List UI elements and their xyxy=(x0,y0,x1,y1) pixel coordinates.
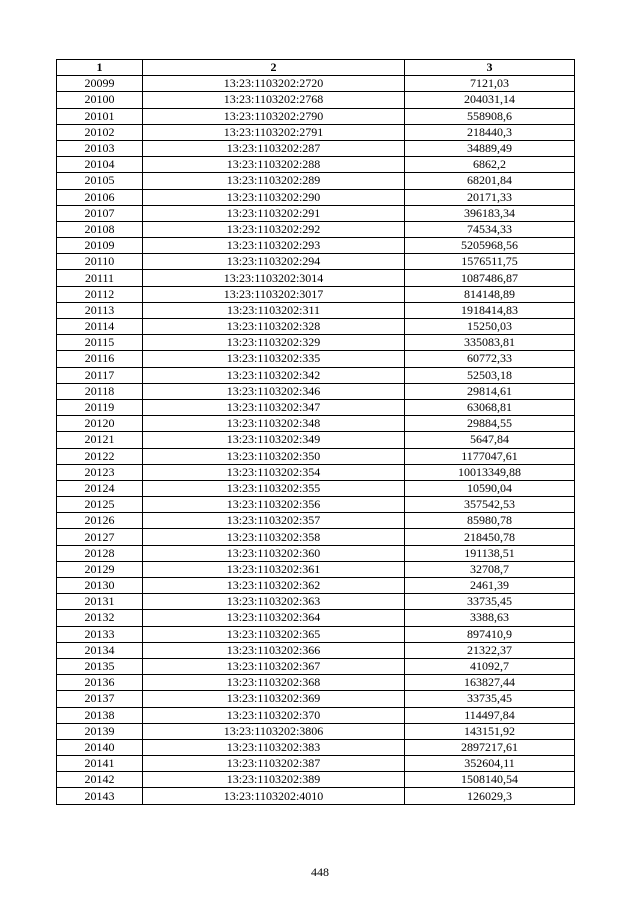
table-row xyxy=(57,124,575,140)
table-cell-col-3: 163827,44 xyxy=(405,675,575,691)
table-cell-col-3: 2897217,61 xyxy=(405,739,575,755)
table-row xyxy=(57,513,575,529)
table-cell-col-3: 5205968,56 xyxy=(405,238,575,254)
table-cell-col-2: 13:23:1103202:389 xyxy=(143,772,405,788)
table-cell-col-2: 13:23:1103202:288 xyxy=(143,157,405,173)
table-cell-col-2: 13:23:1103202:292 xyxy=(143,221,405,237)
table-cell-col-2: 13:23:1103202:293 xyxy=(143,238,405,254)
table-row xyxy=(57,351,575,367)
table-cell-col-2: 13:23:1103202:364 xyxy=(143,610,405,626)
column-header-2: 2 xyxy=(143,60,405,76)
table-row xyxy=(57,221,575,237)
table-cell-col-3: 34889,49 xyxy=(405,140,575,156)
table-cell-col-3: 20171,33 xyxy=(405,189,575,205)
table-row xyxy=(57,545,575,561)
table-cell-col-1: 20123 xyxy=(57,464,143,480)
table-cell-col-3: 2461,39 xyxy=(405,578,575,594)
table-cell-col-2: 13:23:1103202:2790 xyxy=(143,108,405,124)
table-cell-col-1: 20132 xyxy=(57,610,143,626)
table-cell-col-2: 13:23:1103202:3014 xyxy=(143,270,405,286)
table-row xyxy=(57,756,575,772)
table-row xyxy=(57,205,575,221)
table-cell-col-2: 13:23:1103202:350 xyxy=(143,448,405,464)
table-cell-col-3: 7121,03 xyxy=(405,76,575,92)
table-cell-col-1: 20116 xyxy=(57,351,143,367)
table-cell-col-2: 13:23:1103202:387 xyxy=(143,756,405,772)
table-cell-col-3: 15250,03 xyxy=(405,319,575,335)
table-cell-col-1: 20139 xyxy=(57,723,143,739)
table-cell-col-1: 20110 xyxy=(57,254,143,270)
table-row xyxy=(57,739,575,755)
table-row xyxy=(57,480,575,496)
table-row xyxy=(57,610,575,626)
table-cell-col-3: 218450,78 xyxy=(405,529,575,545)
table-cell-col-2: 13:23:1103202:335 xyxy=(143,351,405,367)
table-row xyxy=(57,497,575,513)
table-cell-col-1: 20100 xyxy=(57,92,143,108)
table-row xyxy=(57,416,575,432)
table-cell-col-3: 21322,37 xyxy=(405,642,575,658)
table-cell-col-2: 13:23:1103202:329 xyxy=(143,335,405,351)
table-row xyxy=(57,642,575,658)
table-row xyxy=(57,367,575,383)
table-cell-col-2: 13:23:1103202:291 xyxy=(143,205,405,221)
table-cell-col-1: 20107 xyxy=(57,205,143,221)
table-cell-col-2: 13:23:1103202:361 xyxy=(143,561,405,577)
table-row xyxy=(57,626,575,642)
table-cell-col-2: 13:23:1103202:2768 xyxy=(143,92,405,108)
table-cell-col-3: 204031,14 xyxy=(405,92,575,108)
table-cell-col-2: 13:23:1103202:311 xyxy=(143,302,405,318)
table-cell-col-1: 20136 xyxy=(57,675,143,691)
table-cell-col-3: 558908,6 xyxy=(405,108,575,124)
table-cell-col-1: 20126 xyxy=(57,513,143,529)
table-cell-col-1: 20124 xyxy=(57,480,143,496)
table-row xyxy=(57,319,575,335)
table-cell-col-2: 13:23:1103202:367 xyxy=(143,658,405,674)
table-cell-col-1: 20134 xyxy=(57,642,143,658)
table-cell-col-2: 13:23:1103202:289 xyxy=(143,173,405,189)
table-cell-col-1: 20120 xyxy=(57,416,143,432)
table-cell-col-1: 20122 xyxy=(57,448,143,464)
table-cell-col-3: 5647,84 xyxy=(405,432,575,448)
table-cell-col-1: 20112 xyxy=(57,286,143,302)
table-row xyxy=(57,658,575,674)
table-cell-col-3: 357542,53 xyxy=(405,497,575,513)
table-cell-col-2: 13:23:1103202:2791 xyxy=(143,124,405,140)
table-body xyxy=(57,76,575,804)
table-cell-col-2: 13:23:1103202:354 xyxy=(143,464,405,480)
table-cell-col-3: 6862,2 xyxy=(405,157,575,173)
table-cell-col-1: 20121 xyxy=(57,432,143,448)
table-row xyxy=(57,675,575,691)
table-cell-col-2: 13:23:1103202:370 xyxy=(143,707,405,723)
page-number: 448 xyxy=(311,865,329,879)
table-cell-col-1: 20115 xyxy=(57,335,143,351)
table-cell-col-1: 20108 xyxy=(57,221,143,237)
table-row xyxy=(57,383,575,399)
table-cell-col-3: 33735,45 xyxy=(405,594,575,610)
table-cell-col-1: 20131 xyxy=(57,594,143,610)
table-cell-col-3: 33735,45 xyxy=(405,691,575,707)
table-cell-col-1: 20137 xyxy=(57,691,143,707)
table-cell-col-3: 352604,11 xyxy=(405,756,575,772)
table-cell-col-1: 20135 xyxy=(57,658,143,674)
table-cell-col-1: 20103 xyxy=(57,140,143,156)
table-cell-col-1: 20130 xyxy=(57,578,143,594)
table-cell-col-1: 20099 xyxy=(57,76,143,92)
table-cell-col-2: 13:23:1103202:346 xyxy=(143,383,405,399)
table-cell-col-2: 13:23:1103202:328 xyxy=(143,319,405,335)
table-cell-col-2: 13:23:1103202:358 xyxy=(143,529,405,545)
table-cell-col-3: 32708,7 xyxy=(405,561,575,577)
table-cell-col-2: 13:23:1103202:294 xyxy=(143,254,405,270)
table-cell-col-1: 20101 xyxy=(57,108,143,124)
table-row xyxy=(57,238,575,254)
table-row xyxy=(57,529,575,545)
table-cell-col-3: 191138,51 xyxy=(405,545,575,561)
table-cell-col-3: 1087486,87 xyxy=(405,270,575,286)
table-cell-col-3: 3388,63 xyxy=(405,610,575,626)
table-cell-col-2: 13:23:1103202:357 xyxy=(143,513,405,529)
table-cell-col-3: 814148,89 xyxy=(405,286,575,302)
table-row xyxy=(57,723,575,739)
table-cell-col-2: 13:23:1103202:349 xyxy=(143,432,405,448)
column-header-3: 3 xyxy=(405,60,575,76)
table-cell-col-3: 68201,84 xyxy=(405,173,575,189)
table-row xyxy=(57,691,575,707)
table-cell-col-2: 13:23:1103202:347 xyxy=(143,399,405,415)
column-header-1: 1 xyxy=(57,60,143,76)
table-cell-col-3: 29884,55 xyxy=(405,416,575,432)
table-row xyxy=(57,254,575,270)
table-row xyxy=(57,270,575,286)
table-cell-col-2: 13:23:1103202:3806 xyxy=(143,723,405,739)
table-cell-col-1: 20119 xyxy=(57,399,143,415)
table-cell-col-2: 13:23:1103202:383 xyxy=(143,739,405,755)
table-cell-col-2: 13:23:1103202:355 xyxy=(143,480,405,496)
table-row xyxy=(57,464,575,480)
table-cell-col-3: 335083,81 xyxy=(405,335,575,351)
table-cell-col-2: 13:23:1103202:2720 xyxy=(143,76,405,92)
table-cell-col-1: 20125 xyxy=(57,497,143,513)
table-cell-col-1: 20113 xyxy=(57,302,143,318)
table-cell-col-1: 20117 xyxy=(57,367,143,383)
table-row xyxy=(57,286,575,302)
table-cell-col-2: 13:23:1103202:348 xyxy=(143,416,405,432)
table-cell-col-1: 20138 xyxy=(57,707,143,723)
table-row xyxy=(57,302,575,318)
table-cell-col-2: 13:23:1103202:287 xyxy=(143,140,405,156)
table-row xyxy=(57,335,575,351)
table-row xyxy=(57,448,575,464)
table-row xyxy=(57,92,575,108)
table-cell-col-2: 13:23:1103202:356 xyxy=(143,497,405,513)
table-header xyxy=(57,60,575,76)
table-cell-col-2: 13:23:1103202:362 xyxy=(143,578,405,594)
table-row xyxy=(57,772,575,788)
table-row xyxy=(57,140,575,156)
table-cell-col-1: 20109 xyxy=(57,238,143,254)
table-cell-col-2: 13:23:1103202:360 xyxy=(143,545,405,561)
table-cell-col-3: 143151,92 xyxy=(405,723,575,739)
table-cell-col-2: 13:23:1103202:369 xyxy=(143,691,405,707)
table-row xyxy=(57,707,575,723)
table-cell-col-1: 20114 xyxy=(57,319,143,335)
table-cell-col-3: 63068,81 xyxy=(405,399,575,415)
table-cell-col-3: 1918414,83 xyxy=(405,302,575,318)
table-cell-col-3: 126029,3 xyxy=(405,788,575,804)
table-cell-col-3: 10013349,88 xyxy=(405,464,575,480)
table-cell-col-3: 218440,3 xyxy=(405,124,575,140)
table-cell-col-3: 114497,84 xyxy=(405,707,575,723)
table-cell-col-1: 20106 xyxy=(57,189,143,205)
table-cell-col-3: 1177047,61 xyxy=(405,448,575,464)
table-row xyxy=(57,399,575,415)
table-cell-col-2: 13:23:1103202:290 xyxy=(143,189,405,205)
table-cell-col-1: 20127 xyxy=(57,529,143,545)
header-row xyxy=(57,60,575,76)
table-cell-col-1: 20133 xyxy=(57,626,143,642)
table-cell-col-1: 20104 xyxy=(57,157,143,173)
table-cell-col-2: 13:23:1103202:4010 xyxy=(143,788,405,804)
table-row xyxy=(57,108,575,124)
table-row xyxy=(57,157,575,173)
table-cell-col-3: 52503,18 xyxy=(405,367,575,383)
table-row xyxy=(57,561,575,577)
table-row xyxy=(57,76,575,92)
table-cell-col-1: 20142 xyxy=(57,772,143,788)
data-table xyxy=(56,59,575,805)
table-cell-col-3: 396183,34 xyxy=(405,205,575,221)
table-row xyxy=(57,432,575,448)
table-cell-col-2: 13:23:1103202:365 xyxy=(143,626,405,642)
table-cell-col-1: 20141 xyxy=(57,756,143,772)
table-cell-col-3: 60772,33 xyxy=(405,351,575,367)
table-cell-col-3: 29814,61 xyxy=(405,383,575,399)
table-cell-col-1: 20140 xyxy=(57,739,143,755)
table-row xyxy=(57,594,575,610)
table-cell-col-3: 897410,9 xyxy=(405,626,575,642)
table-cell-col-1: 20105 xyxy=(57,173,143,189)
table-row xyxy=(57,788,575,804)
table-cell-col-2: 13:23:1103202:368 xyxy=(143,675,405,691)
table-cell-col-1: 20143 xyxy=(57,788,143,804)
table-cell-col-3: 1508140,54 xyxy=(405,772,575,788)
table-cell-col-3: 1576511,75 xyxy=(405,254,575,270)
table-cell-col-1: 20128 xyxy=(57,545,143,561)
table-cell-col-2: 13:23:1103202:3017 xyxy=(143,286,405,302)
table-cell-col-1: 20129 xyxy=(57,561,143,577)
table-cell-col-2: 13:23:1103202:366 xyxy=(143,642,405,658)
table-cell-col-2: 13:23:1103202:363 xyxy=(143,594,405,610)
table-row xyxy=(57,578,575,594)
table-cell-col-1: 20102 xyxy=(57,124,143,140)
table-cell-col-3: 85980,78 xyxy=(405,513,575,529)
table-cell-col-2: 13:23:1103202:342 xyxy=(143,367,405,383)
table-cell-col-3: 10590,04 xyxy=(405,480,575,496)
table-row xyxy=(57,173,575,189)
table-cell-col-3: 74534,33 xyxy=(405,221,575,237)
table-cell-col-3: 41092,7 xyxy=(405,658,575,674)
table-row xyxy=(57,189,575,205)
table-cell-col-1: 20118 xyxy=(57,383,143,399)
table-cell-col-1: 20111 xyxy=(57,270,143,286)
